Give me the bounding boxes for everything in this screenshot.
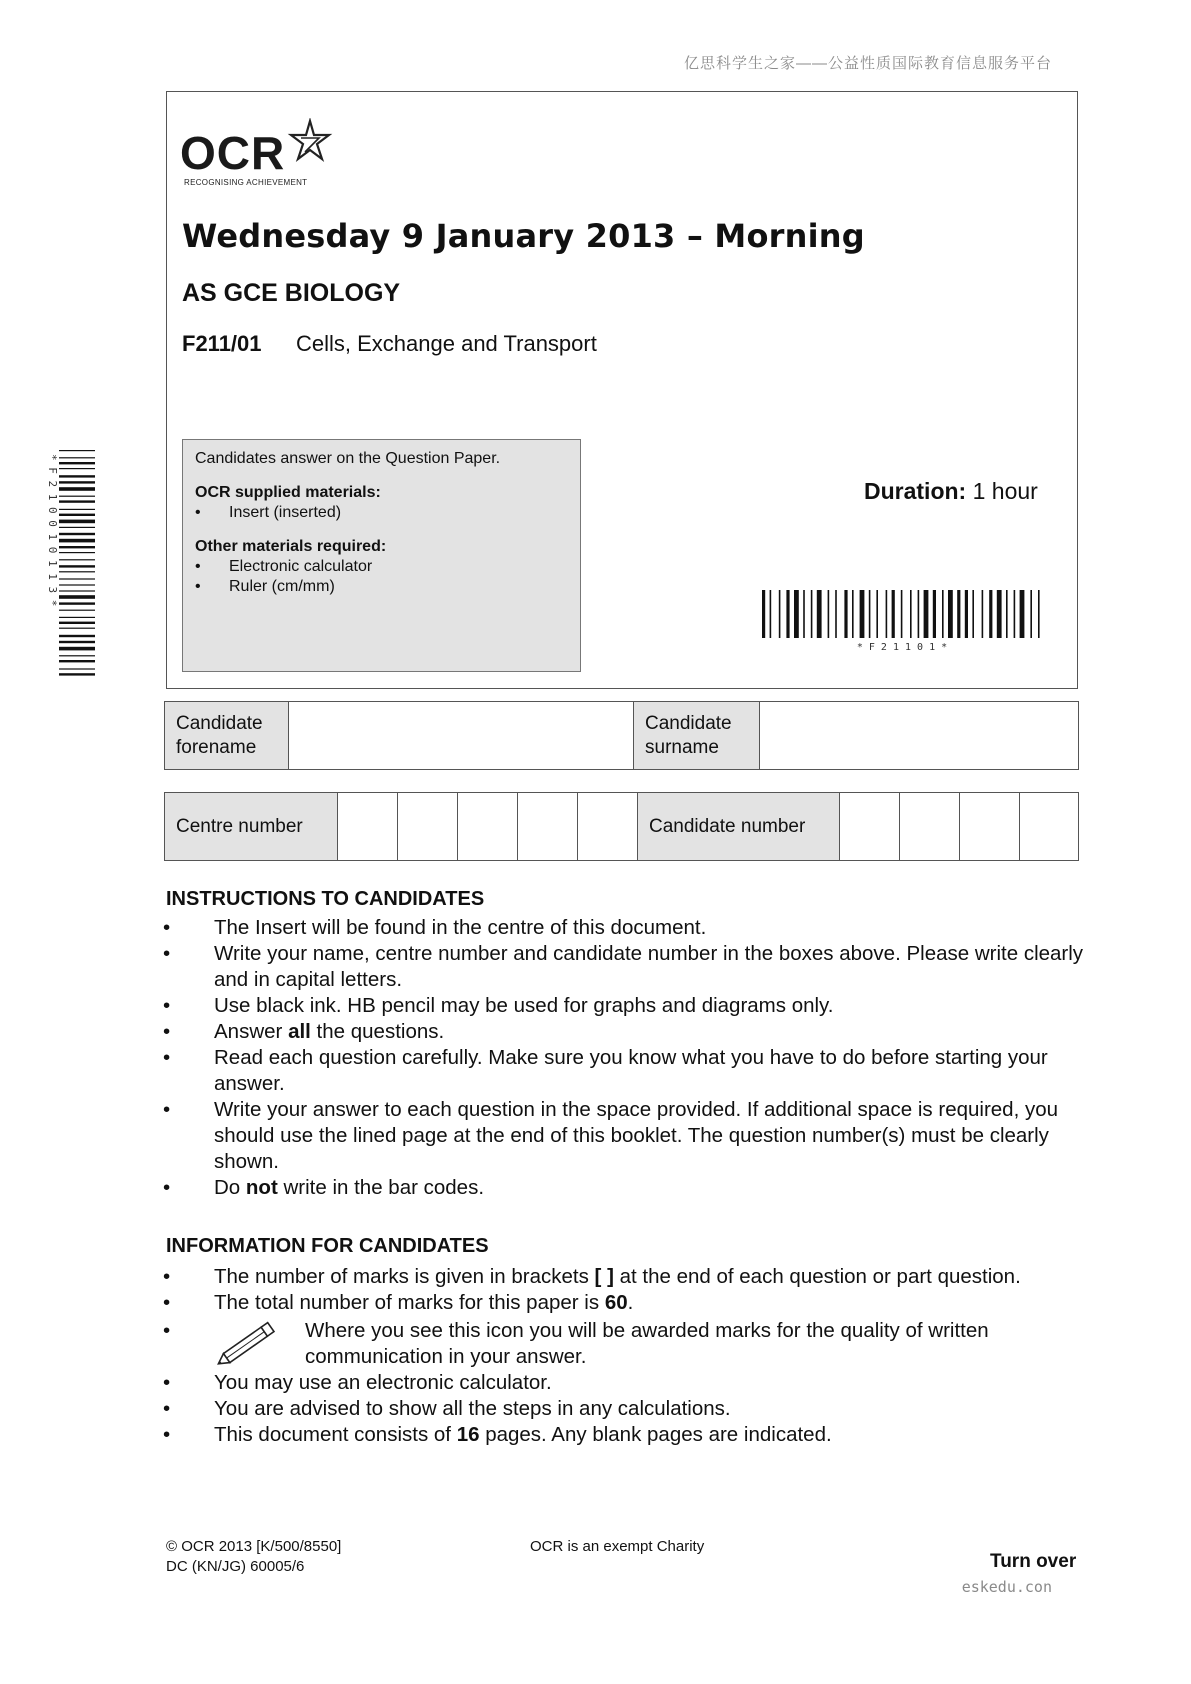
surname-label: Candidate surname [634,702,760,770]
other-heading: Other materials required: [195,538,387,555]
instructions-heading: INSTRUCTIONS TO CANDIDATES [166,888,485,910]
turn-over: Turn over [990,1551,1077,1572]
information-heading: INFORMATION FOR CANDIDATES [166,1235,489,1257]
list-item: • This document consists of 16 pages. Any blank pages are indicated. [163,1423,832,1446]
other-item: • Ruler (cm/mm) [195,578,335,595]
main-barcode [760,590,1045,652]
list-item: • Write your answer to each question in the space provided. If additional space is required, you should use the lined page at the end of this booklet. The question number(s) must be clearly shown. [163,1098,1059,1173]
centre-number-box[interactable] [578,793,638,861]
information-list [160,1264,1090,1448]
list-item: • Do not write in the bar codes. [163,1176,485,1199]
exam-title: Wednesday 9 January 2013 – Morning [182,217,865,255]
document-code: DC (KN/JG) 60005/6 [166,1558,305,1575]
unit-code: F211/01 [182,331,262,356]
watermark-top: 亿思科学生之家——公益性质国际教育信息服务平台 [683,55,1052,72]
candidate-name-table [164,701,1079,770]
ocr-logo-text: OCR [180,127,286,179]
list-item: • Use black ink. HB pencil may be used for graphs and diagrams only. [163,994,834,1017]
candidate-number-box[interactable] [840,793,900,861]
list-item: • The total number of marks for this paper is 60. [163,1291,634,1314]
other-item: • Electronic calculator [195,558,373,575]
centre-number-box[interactable] [458,793,518,861]
answer-on-text: Candidates answer on the Question Paper. [195,450,501,467]
list-item: • Where you see this icon you will be awarded marks for the quality of written communication in your answer. [160,1318,1090,1370]
supplied-heading: OCR supplied materials: [195,484,381,501]
duration: Duration: 1 hour [864,478,1038,504]
forename-field[interactable] [289,702,634,770]
candidate-number-box[interactable] [1020,793,1079,861]
candidate-number-table [164,792,1079,861]
ocr-tagline: RECOGNISING ACHIEVEMENT [184,178,308,187]
main-barcode-text: * F 2 1 1 0 1 * [856,642,948,652]
materials-box [182,439,581,672]
forename-label: Candidate forename [165,702,289,770]
unit-title: Cells, Exchange and Transport [296,331,597,356]
centre-number-label: Centre number [165,793,338,861]
candidate-number-label: Candidate number [638,793,840,861]
list-item: • You are advised to show all the steps in any calculations. [163,1397,731,1420]
list-item: • You may use an electronic calculator. [163,1371,552,1394]
list-item: • Read each question carefully. Make sure you know what you have to do before starting your answer. [163,1046,1048,1095]
charity-note: OCR is an exempt Charity [530,1538,705,1555]
list-item: • The Insert will be found in the centre of this document. [163,916,707,939]
exam-subject: AS GCE BIOLOGY [182,279,401,307]
list-item: • Answer all the questions. [163,1020,445,1043]
candidate-number-box[interactable] [900,793,960,861]
centre-number-box[interactable] [518,793,578,861]
side-barcode [41,448,97,680]
surname-field[interactable] [760,702,1079,770]
copyright: © OCR 2013 [K/500/8550] [166,1538,342,1555]
side-barcode-text: * F 2 1 0 0 1 0 1 1 3 * [46,454,59,607]
instructions-list [160,915,1090,1201]
centre-number-box[interactable] [398,793,458,861]
candidate-number-box[interactable] [960,793,1020,861]
list-item: • The number of marks is given in brackets [ ] at the end of each question or part question. [163,1265,1021,1288]
list-item: • Write your name, centre number and candidate number in the boxes above. Please write clearly and in capital letters. [163,942,1084,991]
supplied-item: • Insert (inserted) [195,504,342,521]
ocr-star-icon [287,118,333,162]
centre-number-box[interactable] [338,793,398,861]
pencil-icon [212,1316,286,1370]
watermark-bottom: eskedu.con [961,1578,1052,1596]
